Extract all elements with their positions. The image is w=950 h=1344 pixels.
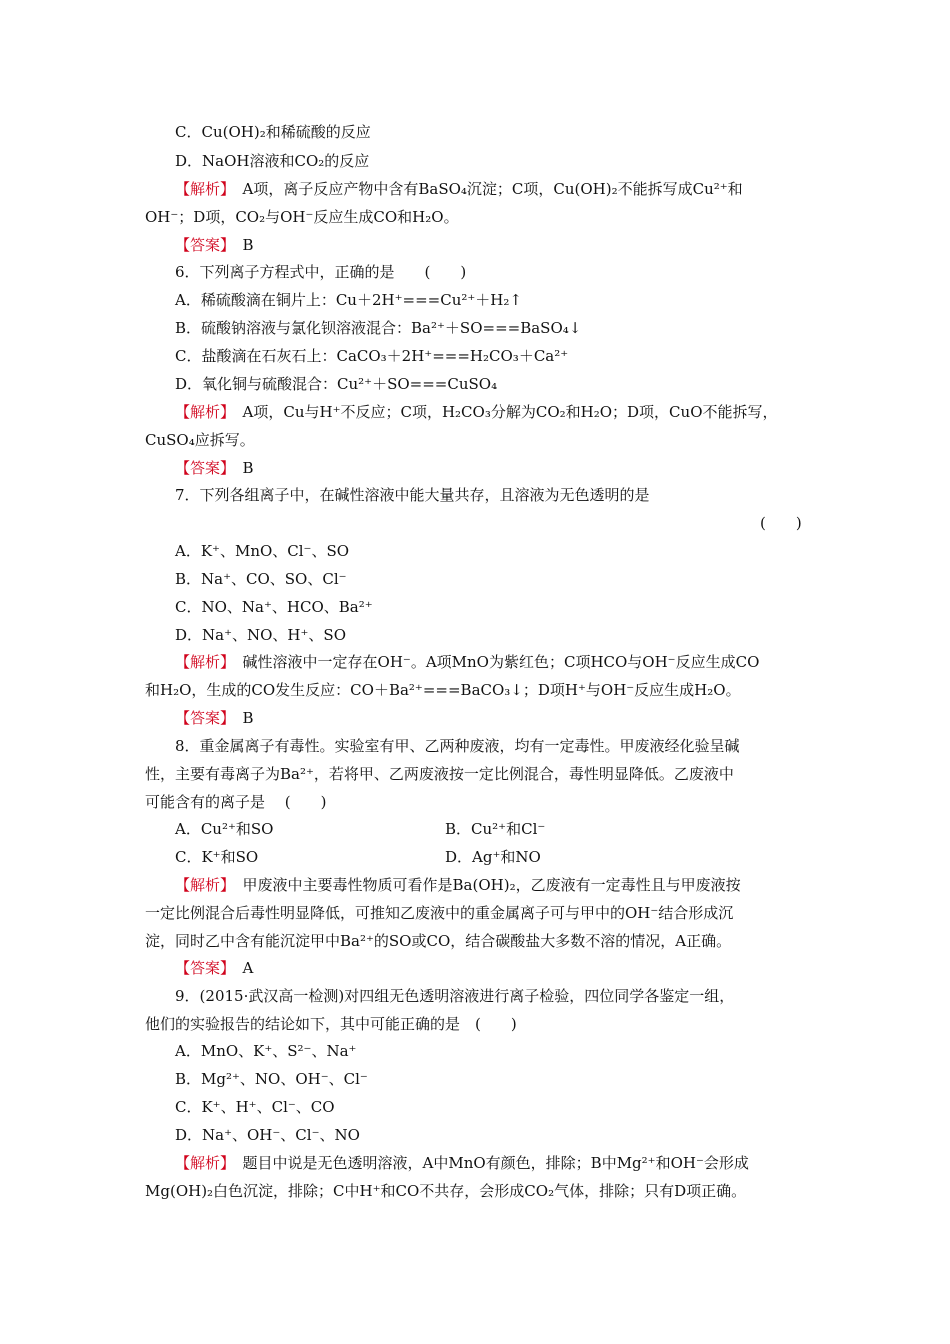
text-line <box>175 1097 950 1117</box>
line-text: 甲废液中主要毒性物质可看作是Ba(OH)₂，乙废液有一定毒性且与甲废液按 <box>227 876 741 894</box>
text-line <box>175 485 950 505</box>
line-text: 和H₂O，生成的CO发生反应：CO＋Ba²⁺===BaCO₃↓；D项H⁺与OH⁻反应生成H₂O。 <box>145 681 741 699</box>
text-line <box>145 1014 950 1034</box>
line-text: A．Cu²⁺和SO <box>175 820 274 838</box>
line-text: A．MnO、K⁺、S²⁻、Na⁺ <box>175 1042 357 1060</box>
line-text: 淀，同时乙中含有能沉淀甲中Ba²⁺的SO或CO，结合碳酸盐大多数不溶的情况，A正确。 <box>145 932 732 950</box>
line-text: 他们的实验报告的结论如下，其中可能正确的是 ( ) <box>145 1015 517 1033</box>
line-text: D．Ag⁺和NO <box>445 848 541 866</box>
text-line <box>145 931 950 951</box>
text-line <box>175 597 950 617</box>
text-line <box>145 680 950 700</box>
line-text: C．盐酸滴在石灰石上：CaCO₃＋2H⁺===H₂CO₃＋Ca²⁺ <box>175 347 569 365</box>
text-line <box>175 374 950 394</box>
section-tag: 【答案】 <box>175 709 228 727</box>
text-line <box>175 541 950 561</box>
line-text: D．Na⁺、OH⁻、Cl⁻、NO <box>175 1126 360 1144</box>
annotated-line <box>175 458 950 478</box>
line-text: A <box>227 959 254 977</box>
line-text: 性，主要有毒离子为Ba²⁺，若将甲、乙两废液按一定比例混合，毒性明显降低。乙废液中 <box>145 765 734 783</box>
text-line <box>175 346 950 366</box>
line-text: B <box>227 236 254 254</box>
text-line <box>145 792 950 812</box>
line-text: D．Na⁺、NO、H⁺、SO <box>175 626 347 644</box>
line-text: 6．下列离子方程式中，正确的是 ( ) <box>175 263 467 281</box>
text-line <box>175 736 950 756</box>
line-text: CuSO₄应拆写。 <box>145 431 255 449</box>
section-tag: 【解析】 <box>175 1154 228 1172</box>
annotated-line <box>175 1153 950 1173</box>
line-text: B．Mg²⁺、NO、OH⁻、Cl⁻ <box>175 1070 368 1088</box>
section-tag: 【解析】 <box>175 180 228 198</box>
text-line <box>175 318 950 338</box>
line-text: Mg(OH)₂白色沉淀，排除；C中H⁺和CO不共存，会形成CO₂气体，排除；只有D项正确。 <box>145 1182 747 1200</box>
text-line <box>145 764 950 784</box>
text-line <box>175 262 950 282</box>
section-tag: 【解析】 <box>175 876 228 894</box>
line-text: 7．下列各组离子中，在碱性溶液中能大量共存，且溶液为无色透明的是 <box>175 486 650 504</box>
text-line <box>175 1069 950 1089</box>
text-line <box>175 122 950 142</box>
line-text: 8．重金属离子有毒性。实验室有甲、乙两种废液，均有一定毒性。甲废液经化验呈碱 <box>175 737 740 755</box>
section-tag: 【答案】 <box>175 459 228 477</box>
text-line <box>175 625 950 645</box>
annotated-line <box>175 402 950 422</box>
line-text: C．K⁺和SO <box>175 848 259 866</box>
line-text: 可能含有的离子是 ( ) <box>145 793 327 811</box>
line-text: 一定比例混合后毒性明显降低，可推知乙废液中的重金属离子可与甲中的OH⁻结合形成沉 <box>145 904 734 922</box>
annotated-line <box>175 875 950 895</box>
text-line <box>145 430 950 450</box>
text-line <box>175 290 950 310</box>
line-text: A．稀硫酸滴在铜片上：Cu＋2H⁺===Cu²⁺＋H₂↑ <box>175 291 522 309</box>
line-text: C．NO、Na⁺、HCO、Ba²⁺ <box>175 598 373 616</box>
section-tag: 【解析】 <box>175 653 228 671</box>
text-line <box>145 903 950 923</box>
line-text: B <box>227 459 254 477</box>
section-tag: 【答案】 <box>175 236 228 254</box>
section-tag: 【解析】 <box>175 403 228 421</box>
text-line <box>445 819 950 839</box>
line-text: D．氧化铜与硫酸混合：Cu²⁺＋SO===CuSO₄ <box>175 375 498 393</box>
text-line <box>175 151 950 171</box>
line-text: A项，Cu与H⁺不反应；C项，H₂CO₃分解为CO₂和H₂O；D项，CuO不能拆写， <box>227 403 778 421</box>
annotated-line <box>175 235 950 255</box>
section-tag: 【答案】 <box>175 959 228 977</box>
text-line <box>175 1041 950 1061</box>
line-text: B <box>227 709 254 727</box>
line-text: 题目中说是无色透明溶液，A中MnO有颜色，排除；B中Mg²⁺和OH⁻会形成 <box>227 1154 749 1172</box>
line-text: C．Cu(OH)₂和稀硫酸的反应 <box>175 123 371 141</box>
line-text: C．K⁺、H⁺、Cl⁻、CO <box>175 1098 335 1116</box>
text-line <box>445 847 950 867</box>
annotated-line <box>175 708 950 728</box>
line-text: D．NaOH溶液和CO₂的反应 <box>175 152 370 170</box>
line-text: A项，离子反应产物中含有BaSO₄沉淀；C项，Cu(OH)₂不能拆写成Cu²⁺和 <box>227 180 743 198</box>
line-text: B．Na⁺、CO、SO、Cl⁻ <box>175 570 347 588</box>
line-text: ( ) <box>760 514 802 532</box>
line-text: OH⁻；D项，CO₂与OH⁻反应生成CO和H₂O。 <box>145 208 459 226</box>
annotated-line <box>175 652 950 672</box>
line-text: A．K⁺、MnO、Cl⁻、SO <box>175 542 350 560</box>
line-text: B．硫酸钠溶液与氯化钡溶液混合：Ba²⁺＋SO===BaSO₄↓ <box>175 319 582 337</box>
line-text: 9．(2015·武汉高一检测)对四组无色透明溶液进行离子检验，四位同学各鉴定一组， <box>175 987 735 1005</box>
annotated-line <box>175 179 950 199</box>
line-text: 碱性溶液中一定存在OH⁻。A项MnO为紫红色；C项HCO与OH⁻反应生成CO <box>227 653 760 671</box>
line-text: B．Cu²⁺和Cl⁻ <box>445 820 546 838</box>
text-line <box>175 1125 950 1145</box>
text-line <box>175 986 950 1006</box>
text-line <box>760 513 950 533</box>
text-line <box>145 207 950 227</box>
annotated-line <box>175 958 950 978</box>
text-line <box>145 1181 950 1201</box>
text-line <box>175 569 950 589</box>
